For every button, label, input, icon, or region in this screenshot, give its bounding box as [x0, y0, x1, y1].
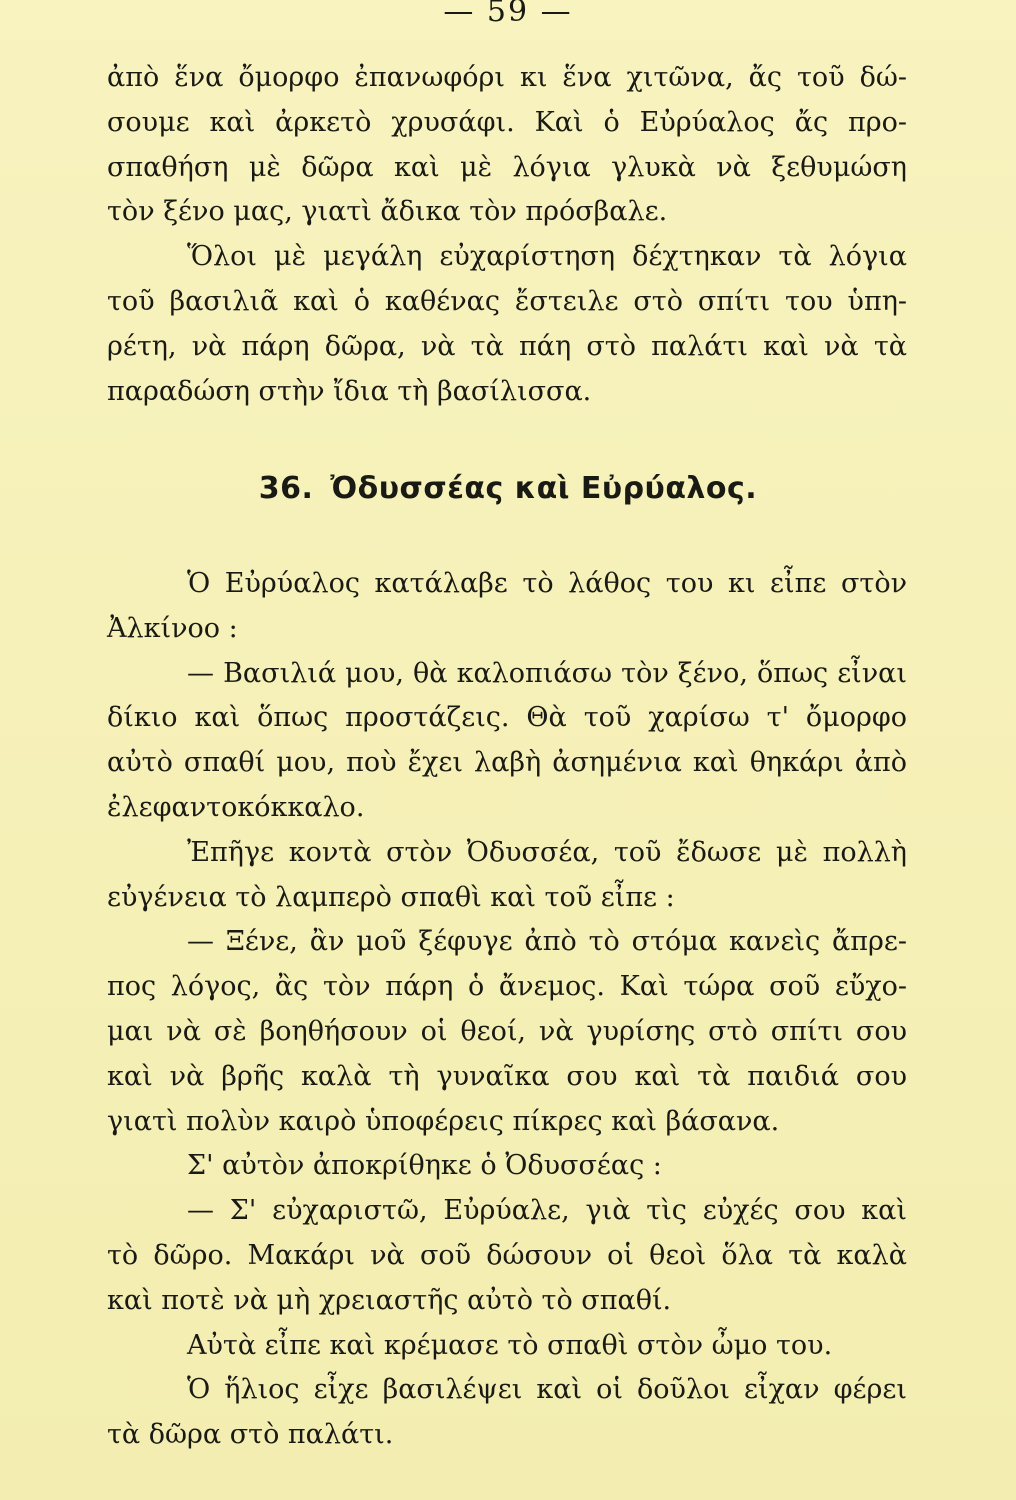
- text-line: τὰ δῶρα στὸ παλάτι.: [107, 1419, 394, 1451]
- text-line: σπαθήση μὲ δῶρα καὶ μὲ λόγια γλυκὰ νὰ ξεθυμώση: [107, 151, 907, 183]
- text-line: πος λόγος, ἂς τὸν πάρη ὁ ἄνεμος. Καὶ τώρα σοῦ εὔχο-: [107, 971, 907, 1003]
- text-line: Ἀλκίνοο :: [107, 612, 238, 644]
- text-line: Ὅλοι μὲ μεγάλη εὐχαρίστηση δέχτηκαν τὰ λόγια: [187, 241, 907, 273]
- text-line: Ὁ ἥλιος εἶχε βασιλέψει καὶ οἱ δοῦλοι εἶχαν φέρει: [187, 1374, 907, 1406]
- text-block-top: [107, 56, 907, 414]
- text-line: τὸ δῶρο. Μακάρι νὰ σοῦ δώσουν οἱ θεοὶ ὅλα τὰ καλὰ: [107, 1239, 907, 1271]
- text-line: Αὐτὰ εἶπε καὶ κρέμασε τὸ σπαθὶ στὸν ὦμο του.: [187, 1329, 833, 1361]
- text-line: ρέτη, νὰ πάρη δῶρα, νὰ τὰ πάη στὸ παλάτι καὶ νὰ τὰ: [107, 330, 907, 362]
- text-line: μαι νὰ σὲ βοηθήσουν οἱ θεοί, νὰ γυρίσης στὸ σπίτι σου: [107, 1015, 907, 1047]
- chapter-heading: [0, 471, 1016, 506]
- text-line: ἐλεφαντοκόκκαλο.: [107, 791, 365, 823]
- text-line: αὐτὸ σπαθί μου, ποὺ ἔχει λαβὴ ἀσημένια καὶ θηκάρι ἀπὸ: [107, 747, 907, 779]
- text-line: τοῦ βασιλιᾶ καὶ ὁ καθένας ἔστειλε στὸ σπίτι του ὑπη-: [107, 285, 907, 317]
- text-line: σουμε καὶ ἀρκετὸ χρυσάφι. Καὶ ὁ Εὐρύαλος ἄς προ-: [107, 106, 907, 138]
- text-line: καὶ νὰ βρῆς καλὰ τὴ γυναῖκα σου καὶ τὰ παιδιά σου: [107, 1060, 907, 1092]
- chapter-number: 36.: [258, 471, 314, 506]
- text-line: — Ξένε, ἂν μοῦ ξέφυγε ἀπὸ τὸ στόμα κανεὶς ἄπρε-: [187, 926, 907, 958]
- text-line: — Βασιλιά μου, θὰ καλοπιάσω τὸν ξένο, ὅπως εἶναι: [187, 657, 907, 689]
- text-line: — Σ' εὐχαριστῶ, Εὐρύαλε, γιὰ τὶς εὐχές σου καὶ: [187, 1195, 907, 1227]
- text-line: Σ' αὐτὸν ἀποκρίθηκε ὁ Ὀδυσσέας :: [187, 1150, 662, 1182]
- text-line: ἀπὸ ἕνα ὄμορφο ἐπανωφόρι κι ἕνα χιτῶνα, ἄς τοῦ δώ-: [107, 62, 907, 93]
- text-line: παραδώση στὴν ἴδια τὴ βασίλισσα.: [107, 375, 592, 407]
- page-number: — 59 —: [443, 0, 573, 29]
- text-line: γιατὶ πολὺν καιρὸ ὑποφέρεις πίκρες καὶ βάσανα.: [107, 1105, 780, 1137]
- text-line: Ὁ Εὐρύαλος κατάλαβε τὸ λάθος του κι εἶπε στὸν: [187, 568, 907, 599]
- text-line: καὶ ποτὲ νὰ μὴ χρειαστῆς αὐτὸ τὸ σπαθί.: [107, 1284, 672, 1316]
- text-line: εὐγένεια τὸ λαμπερὸ σπαθὶ καὶ τοῦ εἶπε :: [107, 881, 675, 913]
- chapter-title: Ὀδυσσέας καὶ Εὐρύαλος.: [330, 471, 758, 506]
- text-line: τὸν ξένο μας, γιατὶ ἄδικα τὸν πρόσβαλε.: [107, 196, 668, 228]
- text-line: Ἐπῆγε κοντὰ στὸν Ὀδυσσέα, τοῦ ἔδωσε μὲ πολλὴ: [187, 836, 907, 868]
- text-line: δίκιο καὶ ὅπως προστάζεις. Θὰ τοῦ χαρίσω τ' ὄμορφο: [107, 702, 907, 734]
- text-block-bottom: [107, 562, 907, 1458]
